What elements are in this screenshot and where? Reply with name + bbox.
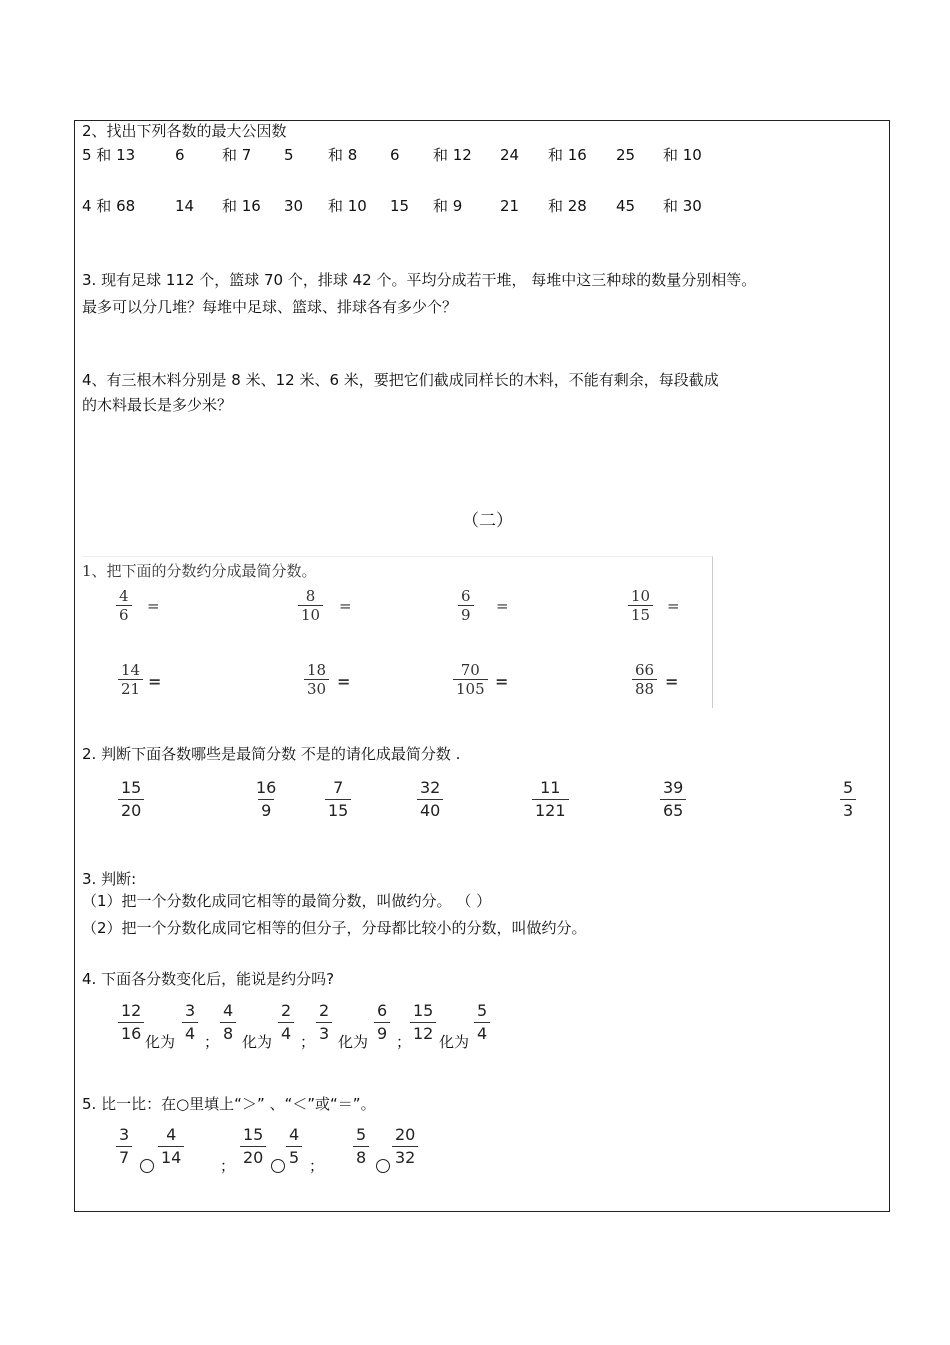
fraction-denominator: 7	[116, 1146, 132, 1169]
answer-circle	[271, 1159, 285, 1173]
fraction-denominator: 21	[118, 679, 143, 698]
fraction-numerator: 16	[256, 778, 277, 797]
fraction	[840, 777, 856, 822]
fraction-numerator: 3	[119, 1125, 130, 1144]
fraction-numerator: 15	[121, 778, 142, 797]
fraction	[453, 661, 488, 698]
fraction-numerator: 3	[185, 1001, 196, 1020]
fraction	[392, 1124, 418, 1169]
fraction	[118, 777, 144, 822]
gcd-item: 6	[390, 146, 400, 164]
fraction-denominator: 3	[316, 1022, 332, 1045]
fraction-denominator: 20	[240, 1146, 266, 1169]
fraction-numerator: 4	[119, 587, 129, 605]
section-two-title: （二）	[462, 511, 513, 531]
equals-sign: =	[339, 597, 352, 615]
fraction-denominator: 4	[182, 1022, 198, 1045]
fraction-numerator: 15	[243, 1125, 264, 1144]
answer-circle	[140, 1159, 154, 1173]
change-word: 化为	[242, 1033, 273, 1051]
q2-title: 2、找出下列各数的最大公因数	[82, 122, 287, 140]
fraction	[458, 587, 474, 624]
fraction-denominator: 9	[258, 799, 274, 822]
fraction-numerator: 7	[333, 778, 344, 797]
fraction-numerator: 4	[289, 1125, 300, 1144]
gcd-item: 24	[500, 146, 520, 164]
fraction-denominator: 16	[118, 1022, 144, 1045]
equals-sign: =	[665, 672, 679, 691]
gcd-item: 21	[500, 197, 520, 215]
gcd-item: 和 10	[328, 197, 367, 215]
fraction-numerator: 5	[477, 1001, 488, 1020]
gcd-item: 和 30	[663, 197, 702, 215]
fraction-numerator: 5	[356, 1125, 367, 1144]
fraction-numerator: 4	[223, 1001, 234, 1020]
fraction	[316, 1000, 332, 1045]
fraction-denominator: 4	[278, 1022, 294, 1045]
gcd-item: 5	[284, 146, 294, 164]
fraction-denominator: 32	[392, 1146, 418, 1169]
fraction-numerator: 4	[166, 1125, 177, 1144]
separator: ；	[396, 1033, 412, 1051]
fraction	[116, 1124, 132, 1169]
fraction-denominator: 40	[417, 799, 443, 822]
fraction-denominator: 10	[298, 605, 323, 624]
gcd-item: 4 和 68	[82, 197, 136, 215]
fraction-denominator: 9	[458, 605, 474, 624]
fraction-numerator: 18	[307, 661, 327, 679]
fraction	[628, 587, 653, 624]
fraction-denominator: 20	[118, 799, 144, 822]
fraction	[182, 1000, 198, 1045]
p2-title: 2. 判断下面各数哪些是最简分数 不是的请化成最简分数 .	[82, 745, 461, 763]
gcd-item: 15	[390, 197, 410, 215]
fraction-denominator: 5	[286, 1146, 302, 1169]
separator: ；	[204, 1033, 220, 1051]
fraction-numerator: 5	[843, 778, 854, 797]
change-word: 化为	[338, 1033, 369, 1051]
fraction	[116, 587, 132, 624]
fraction-numerator: 66	[635, 661, 655, 679]
q3-line1: 3. 现有足球 112 个，篮球 70 个，排球 42 个。平均分成若干堆， 每堆中这三种球的数量分别相等。	[82, 271, 757, 289]
change-word: 化为	[439, 1033, 470, 1051]
separator: ；	[220, 1157, 236, 1175]
fraction	[286, 1124, 302, 1169]
gcd-item: 5 和 13	[82, 146, 136, 164]
fraction-numerator: 6	[377, 1001, 388, 1020]
change-word: 化为	[145, 1033, 176, 1051]
fraction	[220, 1000, 236, 1045]
fraction-denominator: 12	[410, 1022, 436, 1045]
fraction	[660, 777, 686, 822]
fraction-numerator: 20	[395, 1125, 416, 1144]
fraction-denominator: 15	[628, 605, 653, 624]
gcd-item: 和 16	[222, 197, 261, 215]
fraction-numerator: 6	[461, 587, 471, 605]
fraction	[410, 1000, 436, 1045]
fraction	[278, 1000, 294, 1045]
p5-title: 5. 比一比：在○里填上“＞” 、“＜”或“＝”。	[82, 1095, 376, 1113]
fraction	[353, 1124, 369, 1169]
p3-title: 3. 判断:	[82, 870, 137, 888]
fraction	[158, 1124, 184, 1169]
p1-title: 1、把下面的分数约分成最简分数。	[82, 562, 317, 580]
fraction-numerator: 39	[663, 778, 684, 797]
gcd-item: 6	[175, 146, 185, 164]
equals-sign: =	[147, 597, 160, 615]
fraction-denominator: 8	[353, 1146, 369, 1169]
fraction-numerator: 2	[281, 1001, 292, 1020]
fraction-denominator: 9	[374, 1022, 390, 1045]
fraction-denominator: 4	[474, 1022, 490, 1045]
fraction-numerator: 12	[121, 1001, 142, 1020]
gcd-item: 和 8	[328, 146, 358, 164]
fraction-denominator: 65	[660, 799, 686, 822]
fraction	[417, 777, 443, 822]
gcd-item: 25	[616, 146, 636, 164]
gcd-item: 和 10	[663, 146, 702, 164]
fraction-numerator: 14	[121, 661, 141, 679]
fraction-numerator: 11	[540, 778, 561, 797]
gcd-item: 和 9	[433, 197, 463, 215]
fraction	[474, 1000, 490, 1045]
fraction-denominator: 88	[632, 679, 657, 698]
fraction	[118, 1000, 144, 1045]
fraction-denominator: 8	[220, 1022, 236, 1045]
fraction-denominator: 6	[116, 605, 132, 624]
equals-sign: =	[496, 597, 509, 615]
fraction-denominator: 15	[325, 799, 351, 822]
q4-line2: 的木料最长是多少米？	[82, 396, 233, 414]
q4-line1: 4、有三根木料分别是 8 米、12 米、6 米，要把它们截成同样长的木料，不能有剩余，每段截成	[82, 371, 719, 389]
fraction-denominator: 14	[158, 1146, 184, 1169]
fraction	[240, 1124, 266, 1169]
fraction-denominator: 30	[304, 679, 329, 698]
p3-item2: （2）把一个分数化成同它相等的但分子，分母都比较小的分数，叫做约分。	[82, 919, 587, 937]
answer-circle	[376, 1159, 390, 1173]
fraction	[325, 777, 351, 822]
fraction	[304, 661, 329, 698]
equals-sign: =	[337, 672, 351, 691]
fraction-numerator: 32	[420, 778, 441, 797]
gcd-item: 和 12	[433, 146, 472, 164]
fraction	[118, 661, 143, 698]
p4-title: 4. 下面各分数变化后，能说是约分吗?	[82, 970, 335, 988]
fraction-denominator: 121	[532, 799, 569, 822]
equals-sign: =	[148, 672, 162, 691]
fraction	[374, 1000, 390, 1045]
gcd-item: 和 16	[548, 146, 587, 164]
gcd-item: 14	[175, 197, 195, 215]
fraction-numerator: 70	[460, 661, 480, 679]
fraction-numerator: 10	[631, 587, 651, 605]
equals-sign: =	[495, 672, 509, 691]
fraction-denominator: 3	[840, 799, 856, 822]
fraction-numerator: 2	[319, 1001, 330, 1020]
fraction-denominator: 105	[453, 679, 488, 698]
fraction	[532, 777, 569, 822]
gcd-item: 45	[616, 197, 636, 215]
fraction-numerator: 15	[413, 1001, 434, 1020]
separator: ；	[309, 1157, 325, 1175]
gcd-item: 和 28	[548, 197, 587, 215]
separator: ；	[300, 1033, 316, 1051]
p3-item1: （1）把一个分数化成同它相等的最简分数，叫做约分。 （ ）	[82, 892, 492, 910]
gcd-item: 和 7	[222, 146, 252, 164]
fraction	[253, 777, 279, 822]
equals-sign: =	[667, 597, 680, 615]
q3-line2: 最多可以分几堆？每堆中足球、篮球、排球各有多少个？	[82, 298, 458, 316]
fraction	[298, 587, 323, 624]
fraction-numerator: 8	[305, 587, 316, 605]
gcd-item: 30	[284, 197, 304, 215]
fraction	[632, 661, 657, 698]
